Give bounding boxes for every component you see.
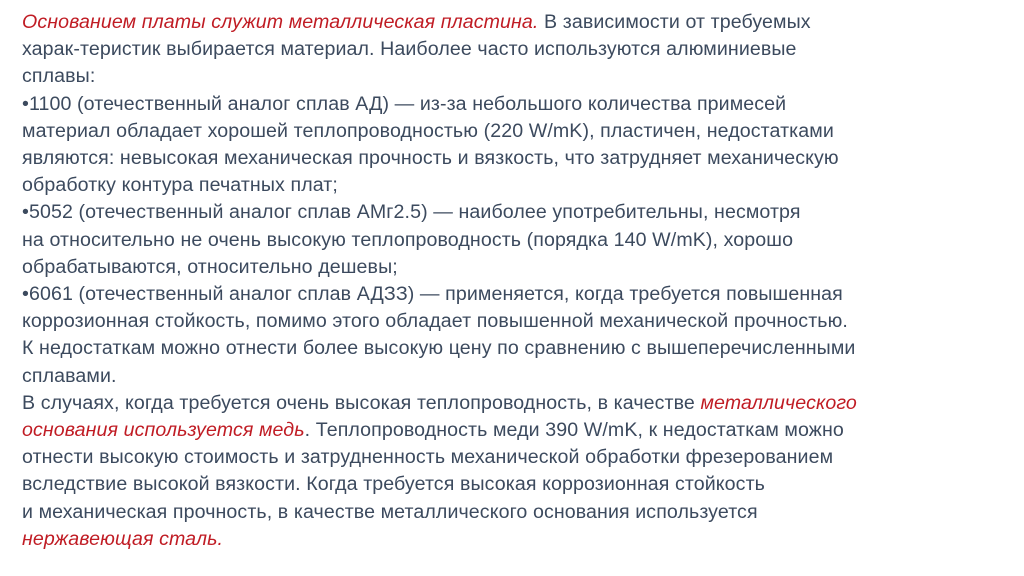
- text-line: [22, 444, 1018, 471]
- text-run: В случаях, когда требуется очень высокая теплопроводность, в качестве: [22, 391, 701, 414]
- text-line: [22, 36, 1018, 63]
- text-line: [22, 499, 1018, 526]
- text-line: [22, 308, 1018, 335]
- text-run-emphasis: Основанием платы служит металлическая пластина.: [22, 11, 539, 33]
- text-run-emphasis: нержавеющая сталь.: [22, 527, 224, 550]
- text-line: [22, 417, 1018, 444]
- text-run: материал обладает хорошей теплопроводностью (220 W/mK), пластичен, недостатками: [22, 119, 834, 142]
- text-line: [22, 254, 1018, 281]
- text-run: . Теплопроводность меди 390 W/mK, к недостаткам можно: [304, 419, 844, 442]
- bullet-1100-line: [22, 91, 1018, 118]
- text-line: [22, 363, 1018, 390]
- text-line: [22, 63, 1018, 90]
- text-run: отнести высокую стоимость и затрудненность механической обработки фрезерованием: [22, 446, 834, 469]
- text-run-emphasis: основания используется медь: [22, 419, 305, 442]
- text-run: обрабатываются, относительно дешевы;: [22, 255, 398, 278]
- text-run: сплавы:: [22, 65, 96, 88]
- text-run: обработку контура печатных плат;: [22, 174, 338, 197]
- slide-text-block: [22, 9, 1018, 553]
- text-run: на относительно не очень высокую теплопроводность (порядка 140 W/mK), хорошо: [22, 228, 794, 251]
- text-run: сплавами.: [22, 364, 117, 387]
- text-run: и механическая прочность, в качестве металлического основания используется: [22, 500, 758, 523]
- text-run-emphasis: металлического: [700, 391, 857, 414]
- bullet-6061-line: [22, 281, 1018, 308]
- text-run: вследствие высокой вязкости. Когда требуется высокая коррозионная стойкость: [22, 473, 765, 496]
- text-line: [22, 390, 1018, 417]
- text-line: [22, 227, 1018, 254]
- text-run: являются: невысокая механическая прочность и вязкость, что затрудняет механическую: [22, 147, 839, 170]
- text-run: харак-теристик выбирается материал. Наиболее часто используются алюминиевые: [22, 38, 797, 61]
- text-run: К недостаткам можно отнести более высокую цену по сравнению с вышеперечисленными: [22, 337, 856, 360]
- text-line: [22, 145, 1018, 172]
- text-line: [22, 335, 1018, 362]
- text-line: [22, 172, 1018, 199]
- text-run: •5052 (отечественный аналог сплав АМг2.5) — наиболее употребительны, несмотря: [22, 201, 801, 224]
- text-line: [22, 118, 1018, 145]
- text-run: •6061 (отечественный аналог сплав АДЗЗ) — применяется, когда требуется повышенная: [22, 283, 843, 306]
- text-run: В зависимости от требуемых: [538, 11, 811, 33]
- text-run: •1100 (отечественный аналог сплав АД) — из-за небольшого количества примесей: [22, 92, 787, 115]
- text-line: [22, 9, 1018, 36]
- text-line: [22, 471, 1018, 498]
- text-run: коррозионная стойкость, помимо этого обладает повышенной механической прочностью.: [22, 310, 848, 333]
- bullet-5052-line: [22, 199, 1018, 226]
- text-line: [22, 526, 1018, 553]
